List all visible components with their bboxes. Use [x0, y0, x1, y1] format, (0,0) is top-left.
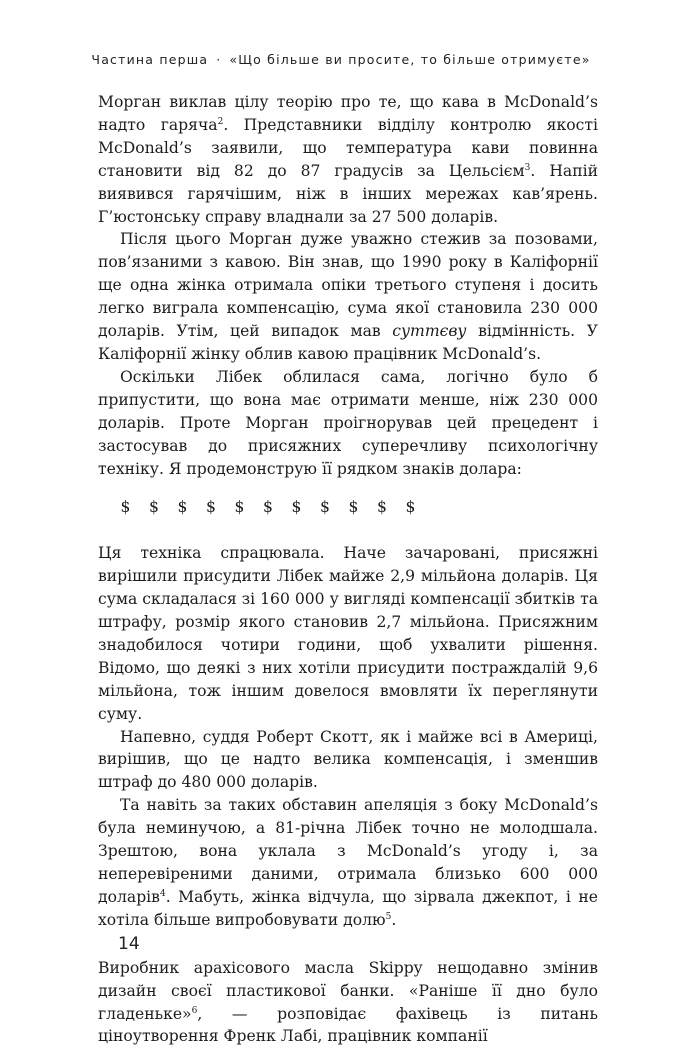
dollar-signs-row — [98, 496, 598, 519]
dollar-sign: $ — [377, 498, 387, 517]
dollar-sign: $ — [405, 498, 416, 517]
paragraph: Після цього Морган дуже уважно стежив за позовами, пов’язаними з кавою. Він знав, що 1990 року в Каліфорнії ще одна жінка отримала опіки третього ступеня і досить легко виграла компенсацію, сума якої становила 230 000 доларів. Утім, цей випадок мав суттєву відмінність. У Каліфорнії жінку облив кавою працівник McDonald’s. — [98, 230, 598, 363]
dollar-sign: $ — [291, 498, 302, 517]
dollar-sign: $ — [234, 498, 245, 517]
footnote-ref[interactable]: 4 — [159, 888, 166, 899]
footnote-ref[interactable]: 6 — [191, 1005, 198, 1016]
dollar-sign: $ — [320, 498, 330, 517]
dollar-sign: $ — [348, 498, 359, 517]
paragraph: Виробник арахісового масла Skippy нещодавно змінив дизайн своєї пластикової банки. «Раніше її дно було гладеньке»$^6$, — розповідає фахівець із питань ціноутворення Френк Лабі, працівник компанії — [98, 958, 598, 1046]
running-header — [0, 52, 682, 67]
footnote-ref[interactable]: 2 — [217, 116, 224, 127]
page-body — [98, 91, 598, 1048]
header-part: Частина перша — [91, 52, 209, 67]
dollar-sign: $ — [263, 498, 273, 517]
footnote-ref[interactable]: 5 — [385, 911, 392, 922]
paragraph: Напевно, суддя Роберт Скотт, як і майже всі в Америці, вирішив, що це надто велика компенсація, і зменшив штраф до 480 000 доларів. — [98, 727, 598, 792]
paragraph: Морган виклав цілу теорію про те, що кава в McDonald’s надто гаряча$^2$. Представники відділу контролю якості McDonald’s заявили, що температура кави повинна становити від 82 до 87 градусів за Цельсієм$^3$. Напій виявився гарячішим, ніж в інших мережах кав’ярень. Г’юстонську справу владнали за 27 500 доларів. — [98, 93, 598, 226]
paragraph: Ця техніка спрацювала. Наче зачаровані, присяжні вирішили присудити Лібек майже 2,9 мільйона доларів. Ця сума складалася зі 160 000 у вигляді компенсації збитків та штрафу, розмір якого становив 2,7 мільйона. Присяжним знадобилося чотири години, щоб ухвалити рішення. Відомо, що деякі з них хотіли присудити постраждалій 9,6 мільйона, тож іншим довелося вмовляти їх переглянути суму. — [98, 544, 598, 723]
dollar-sign: $ — [120, 498, 131, 517]
header-separator: · — [216, 52, 222, 67]
emphasis: суттєву — [392, 322, 467, 341]
header-chapter-title: «Що більше ви просите, то більше отримуєте» — [229, 52, 591, 67]
dollar-sign: $ — [206, 498, 216, 517]
dollar-sign: $ — [177, 498, 188, 517]
paragraph: Та навіть за таких обставин апеляція з боку McDonald’s була неминучою, а 81-річна Лібек точно не молодшала. Зрештою, вона уклала з McDonald’s угоду і, за неперевіреними даними, отримала близько 600 000 доларів$^4$. Мабуть, жінка відчула, що зірвала джекпот, і не хотіла більше випробовувати долю$^5$. — [98, 796, 598, 929]
paragraph: Оскільки Лібек облилася сама, логічно було б припустити, що вона має отримати менше, ніж 230 000 доларів. Проте Морган проігнорував цей прецедент і застосував до присяжних суперечливу психологічну техніку. Я продемонструю її рядком знаків долара: — [98, 367, 598, 478]
footnote-ref[interactable]: 3 — [524, 162, 531, 173]
page-number: 14 — [118, 934, 140, 954]
dollar-sign: $ — [149, 498, 159, 517]
